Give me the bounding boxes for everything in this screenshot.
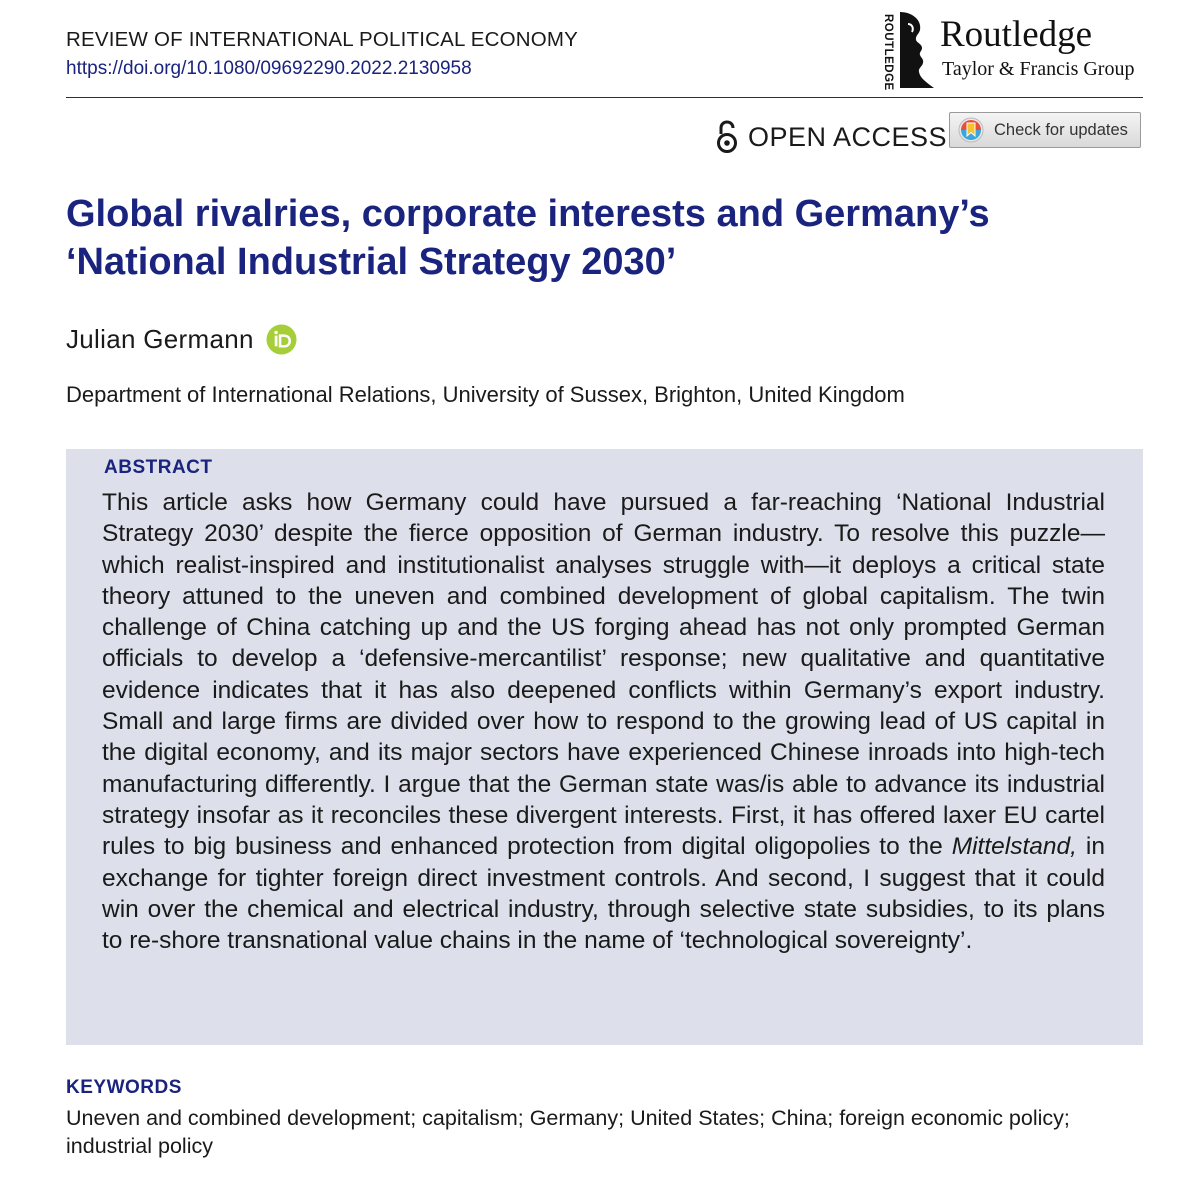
article-title: Global rivalries, corporate interests and Germany’s ‘National Industrial Strategy 2030’ [66,193,990,283]
publisher-logo [870,6,1150,92]
check-updates-button[interactable] [949,112,1141,148]
journal-header [66,28,578,80]
open-access-badge [716,120,947,154]
abstract-heading: ABSTRACT [104,457,213,478]
journal-name: REVIEW OF INTERNATIONAL POLITICAL ECONOMY [66,28,579,51]
keywords-heading: KEYWORDS [66,1077,182,1098]
author-affiliation: Department of International Relations, University of Sussex, Brighton, United Kingdom [66,382,905,407]
abstract-text [102,487,1105,956]
abstract-box [66,449,1143,1045]
keywords-text: Uneven and combined development; capitalism; Germany; United States; China; foreign economic policy; industrial policy [66,1106,1070,1158]
author-row [66,324,297,355]
abstract-text-part2: in exchange for tighter foreign direct investment controls. And second, I suggest that it could win over the chemical and electrical industry, through selective state subsidies, to its plans to re-shore transnational value chains in the name of ‘technological sovereignty’. [102,833,1105,955]
abstract-text-part1: This article asks how Germany could have pursued a far-reaching ‘National Industrial Strategy 2030’ despite the fierce opposition of German industry. To resolve this puzzle—which realist-inspired and institutionalist analyses struggle with—it deploys a critical state theory attuned to the uneven and combined development of global capitalism. The twin challenge of China catching up and the US forging ahead has not only prompted German officials to develop a ‘defensive-mercantilist’ response; new qualitative and quantitative evidence indicates that it has also deepened conflicts within Germany’s export industry. Small and large firms are divided over how to respond to the growing lead of US capital in the digital economy, and its major sectors have experienced Chinese inroads into high-tech manufacturing differently. I argue that the German state was/is able to advance its industrial strategy insofar as it reconciles these divergent interests. First, it has offered laxer EU cartel rules to big business and enhanced protection from digital oligopolies to the [102,489,1105,861]
open-lock-icon [716,120,738,154]
open-access-label: OPEN ACCESS [748,121,948,152]
crossmark-icon [958,117,984,143]
doi-link[interactable]: https://doi.org/10.1080/09692290.2022.2130958 [66,58,472,79]
publisher-vertical-label: ROUTLEDGE [882,14,894,91]
header-divider [66,97,1143,98]
author-name[interactable]: Julian Germann [66,324,254,354]
check-updates-label: Check for updates [994,120,1128,139]
routledge-logo-icon [892,10,940,90]
publisher-group: Taylor & Francis Group [942,58,1135,80]
publisher-name: Routledge [940,14,1093,55]
abstract-text-italic: Mittelstand, [951,833,1077,861]
orcid-icon[interactable] [266,324,297,355]
